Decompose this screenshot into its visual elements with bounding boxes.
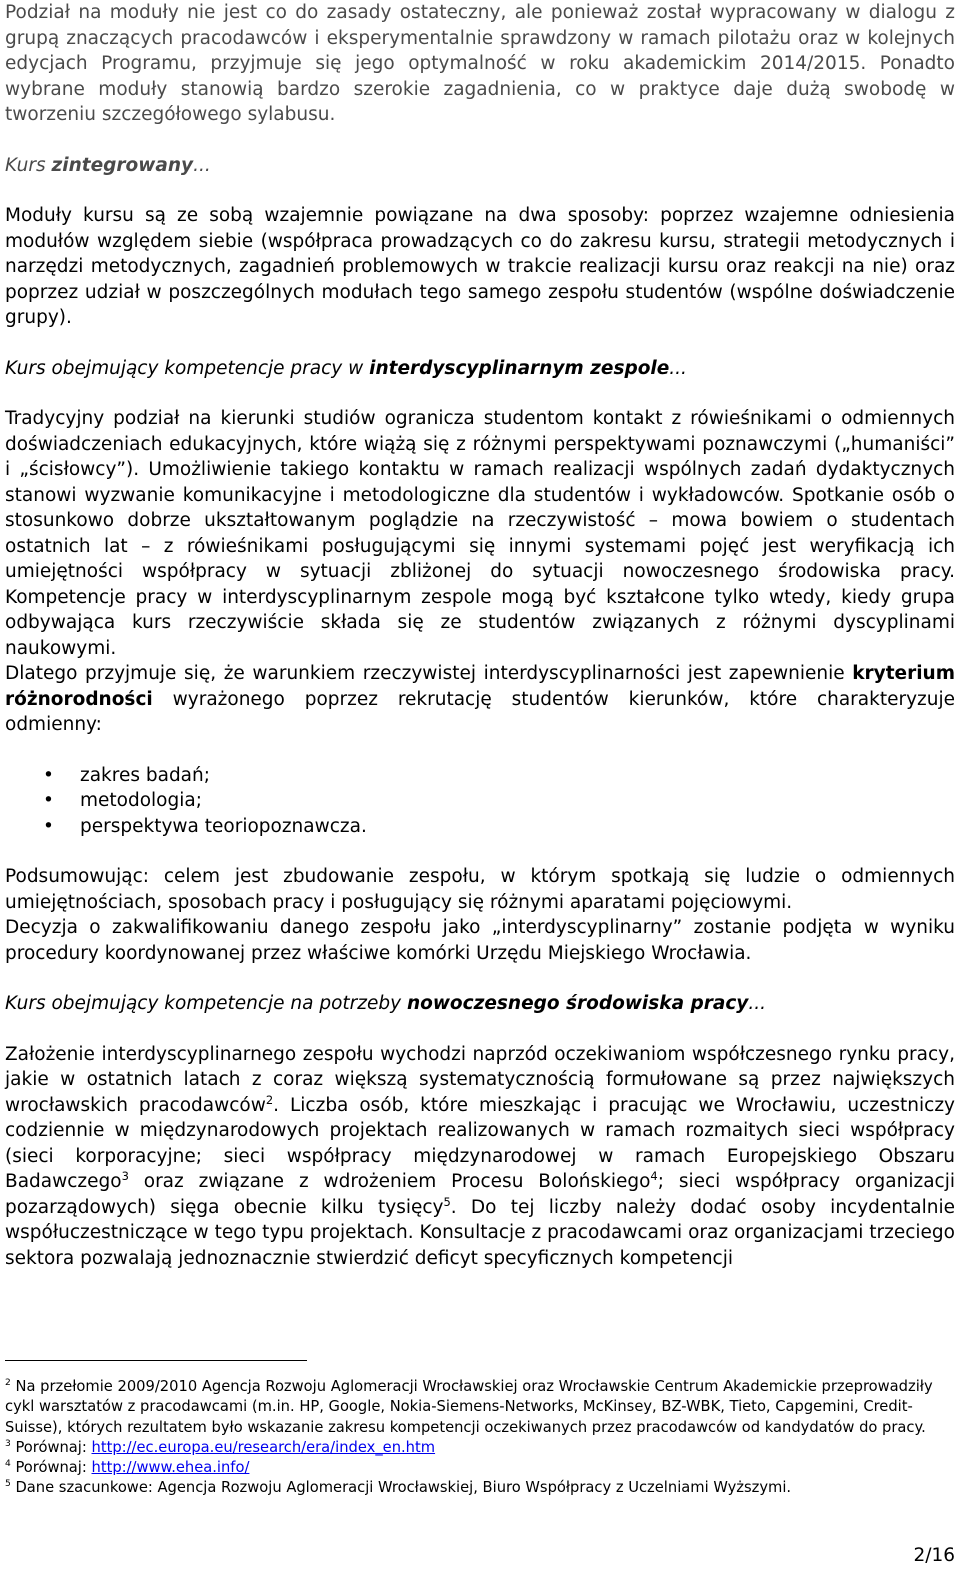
intro-paragraph: Podział na moduły nie jest co do zasady ostateczny, ale ponieważ został wypracowany w dialogu z grupą znaczących pracodawców i eksperymentalnie sprawdzony w ramach pilotażu oraz w kolejnych edycjach Programu, przyjmuje się jego optymalność w roku akademickim 2014/2015. Ponadto wybrane moduły stanowią bardzo szerokie zagadnienia, co w praktyce daje dużą swobodę w tworzeniu szczegółowego sylabusu. [5,2,955,125]
footnote-ref-2[interactable]: 2 [265,1092,274,1107]
diversity-criteria-list [5,763,955,840]
section-heading-interdisciplinary: Kurs obejmujący kompetencje pracy w interdyscyplinarnym zespole... [5,357,687,379]
list-item: • perspektywa teoriopoznawcza. [5,814,955,840]
ehea-link[interactable]: http://www.ehea.info/ [91,1459,250,1477]
summary-paragraph: Podsumowując: celem jest zbudowanie zespołu, w którym spotkają się ludzie o odmiennych umiejętnościach, sposobach pracy i posługujący się różnymi aparatami pojęciowymi. [5,866,955,913]
list-item: • zakres badań; [5,763,955,789]
section-heading-integrated: Kurs zintegrowany... [5,154,211,176]
footnote-2: $^2$ Na przełomie 2009/2010 Agencja Rozwoju Aglomeracji Wrocławskiej oraz Wrocławskie Centrum Akademickie przeprowadziły cykl warsztatów z pracodawcami (m.in. HP, Google, Nokia-Siemens-Networks, McKinsey, BZ-WBK, Tieto, Capgemini, Credit-Suisse), których rezultatem było wskazanie zakresu kompetencji oczekiwanych przez pracodawców od kandydatów do pracy. [5,1378,933,1436]
decision-paragraph: Decyzja o zakwalifikowaniu danego zespołu jako „interdyscyplinarny” zostanie podjęta w wyniku procedury koordynowanej przez właściwe komórki Urzędu Miejskiego Wrocławia. [5,917,955,964]
list-item: • metodologia; [5,788,955,814]
modern-workplace-paragraph: Założenie interdyscyplinarnego zespołu wychodzi naprzód oczekiwaniom współczesnego rynku pracy, jakie w ostatnich latach z coraz większą systematycznością formułowane są przez największych wrocławskich pracodawców$^2$. Liczba osób, które mieszkając i pracując we Wrocławiu, uczestniczy codziennie w międzynarodowych projektach realizowanych w ramach rozmaitych sieci współpracy (sieci korporacyjne; sieci współpracy międzynarodowej w ramach Europejskiego Obszaru Badawczego$^3$ oraz związane z wdrożeniem Procesu Bolońskiego$^4$; sieci współpracy organizacji pozarządowych) sięga obecnie kilku tysięcy$^5$. Do tej liczby należy dodać osoby incydentalnie współuczestniczące w tego typu projektach. Konsultacje z pracodawcami oraz organizacjami trzeciego sektora pozwalają jednoznacznie stwierdzić deficyt specyficznych kompetencji [5,1043,955,1269]
footnote-ref-5[interactable]: 5 [443,1194,451,1209]
europa-era-link[interactable]: http://ec.europa.eu/research/era/index_en.htm [91,1438,436,1456]
footnotes [5,1377,955,1499]
footnote-separator [5,1360,307,1361]
footnote-3: $^3$ Porównaj: http://ec.europa.eu/research/era/index_en.htm [5,1438,436,1456]
page-number: 2/16 [913,1545,955,1566]
footnote-ref-4[interactable]: 4 [650,1168,658,1183]
footnote-ref-3[interactable]: 3 [121,1168,129,1183]
footnote-5: $^5$ Dane szacunkowe: Agencja Rozwoju Aglomeracji Wrocławskiej, Biuro Współpracy z Uczelniami Wyższymi. [5,1479,792,1497]
main-text [5,0,955,1271]
section-heading-modern-workplace: Kurs obejmujący kompetencje na potrzeby nowoczesnego środowiska pracy... [5,993,767,1014]
interdisciplinary-paragraph-1: Tradycyjny podział na kierunki studiów ogranicza studentom kontakt z rówieśnikami o odmiennych doświadczeniach edukacyjnych, które wiążą się z różnymi perspektywami poznawczymi („humaniści” i „ścisłowcy”). Umożliwienie takiego kontaktu w ramach realizacji wspólnych zadań dydaktycznych stanowi wyzwanie komunikacyjne i metodologiczne dla studentów i wykładowców. Spotkanie osób o stosunkowo dobrze ukształtowanym poglądzie na rzeczywistość – mowa bowiem o studentach ostatnich lat – z rówieśnikami posługującymi się innymi systemami pojęć jest weryfikacją ich umiejętności współpracy w sytuacji zbliżonej do sytuacji nowoczesnego środowiska pracy. Kompetencje pracy w interdyscyplinarnym zespole mogą być kształcone tylko wtedy, kiedy grupa odbywająca kurs rzeczywiście składa się ze studentów związanych z różnymi dyscyplinami naukowymi. [5,408,955,659]
footnote-4: $^4$ Porównaj: http://www.ehea.info/ [5,1459,250,1477]
integrated-paragraph: Moduły kursu są ze sobą wzajemnie powiązane na dwa sposoby: poprzez wzajemne odniesienia modułów względem siebie (współpraca prowadzących co do zakresu kursu, strategii metodycznych i narzędzi metodycznych, zagadnień problemowych w trakcie realizacji kursu oraz reakcji na nie) oraz poprzez udział w poszczególnych modułach tego samego zespołu studentów (wspólne doświadczenie grupy). [5,205,955,328]
interdisciplinary-paragraph-2: Dlatego przyjmuje się, że warunkiem rzeczywistej interdyscyplinarności jest zapewnienie kryterium różnorodności wyrażonego poprzez rekrutację studentów kierunków, które charakteryzuje odmienny: [5,663,955,735]
